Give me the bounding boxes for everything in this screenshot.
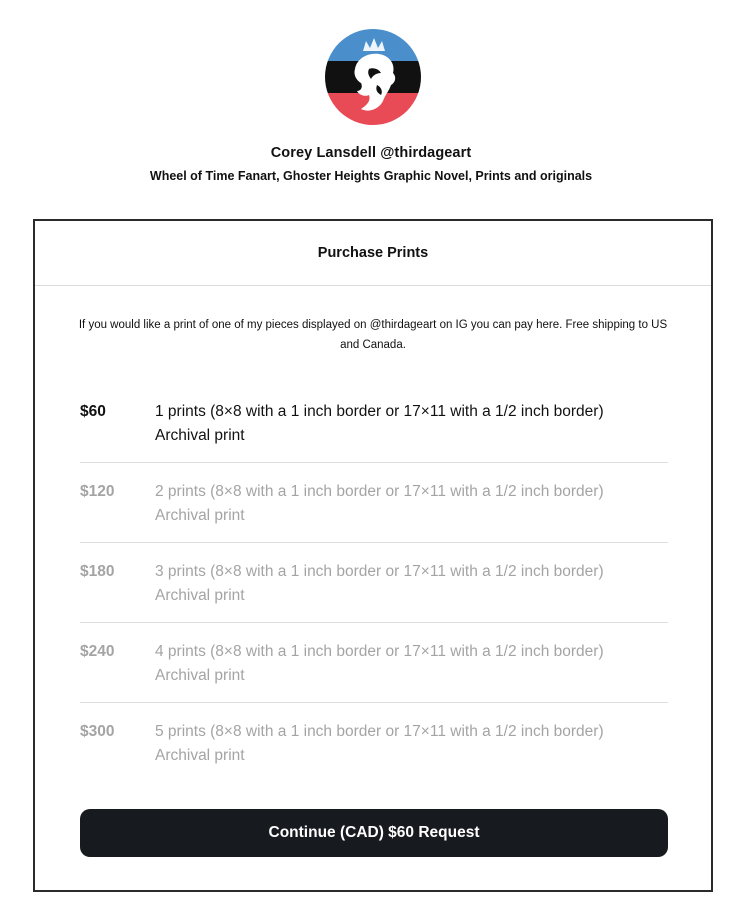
price-option[interactable] bbox=[80, 383, 668, 463]
option-type: Archival print bbox=[155, 667, 245, 684]
option-description bbox=[155, 640, 604, 702]
creator-tagline: Wheel of Time Fanart, Ghoster Heights Graphic Novel, Prints and originals bbox=[149, 169, 593, 183]
avatar bbox=[325, 29, 421, 125]
option-price: $180 bbox=[80, 563, 115, 580]
option-size: 3 prints (8×8 with a 1 inch border or 17×11 with a 1/2 inch border) bbox=[155, 563, 604, 580]
option-price: $60 bbox=[80, 403, 106, 420]
option-price: $240 bbox=[80, 643, 115, 660]
price-option[interactable] bbox=[80, 543, 668, 623]
option-description bbox=[155, 560, 604, 622]
option-size: 5 prints (8×8 with a 1 inch border or 17×11 with a 1/2 inch border) bbox=[155, 723, 604, 740]
option-description bbox=[155, 400, 604, 462]
option-price: $300 bbox=[80, 723, 115, 740]
continue-button[interactable]: Continue (CAD) $60 Request bbox=[80, 809, 668, 857]
lion-crown-icon bbox=[325, 29, 421, 125]
price-option[interactable] bbox=[80, 463, 668, 543]
option-price: $120 bbox=[80, 483, 115, 500]
option-type: Archival print bbox=[155, 507, 245, 524]
price-options bbox=[80, 383, 668, 783]
option-description bbox=[155, 720, 604, 783]
card-title: Purchase Prints bbox=[35, 221, 711, 286]
option-size: 1 prints (8×8 with a 1 inch border or 17×11 with a 1/2 inch border) bbox=[155, 403, 604, 420]
option-size: 2 prints (8×8 with a 1 inch border or 17×11 with a 1/2 inch border) bbox=[155, 483, 604, 500]
option-type: Archival print bbox=[155, 747, 245, 764]
purchase-card bbox=[33, 219, 713, 892]
intro-text: If you would like a print of one of my pieces displayed on @thirdageart on IG you can pay here. Free shipping to US and Canada. bbox=[78, 319, 668, 351]
option-type: Archival print bbox=[155, 427, 245, 444]
option-size: 4 prints (8×8 with a 1 inch border or 17×11 with a 1/2 inch border) bbox=[155, 643, 604, 660]
option-description bbox=[155, 480, 604, 542]
option-type: Archival print bbox=[155, 587, 245, 604]
price-option[interactable] bbox=[80, 703, 668, 783]
price-option[interactable] bbox=[80, 623, 668, 703]
creator-name: Corey Lansdell @thirdageart bbox=[270, 145, 472, 161]
